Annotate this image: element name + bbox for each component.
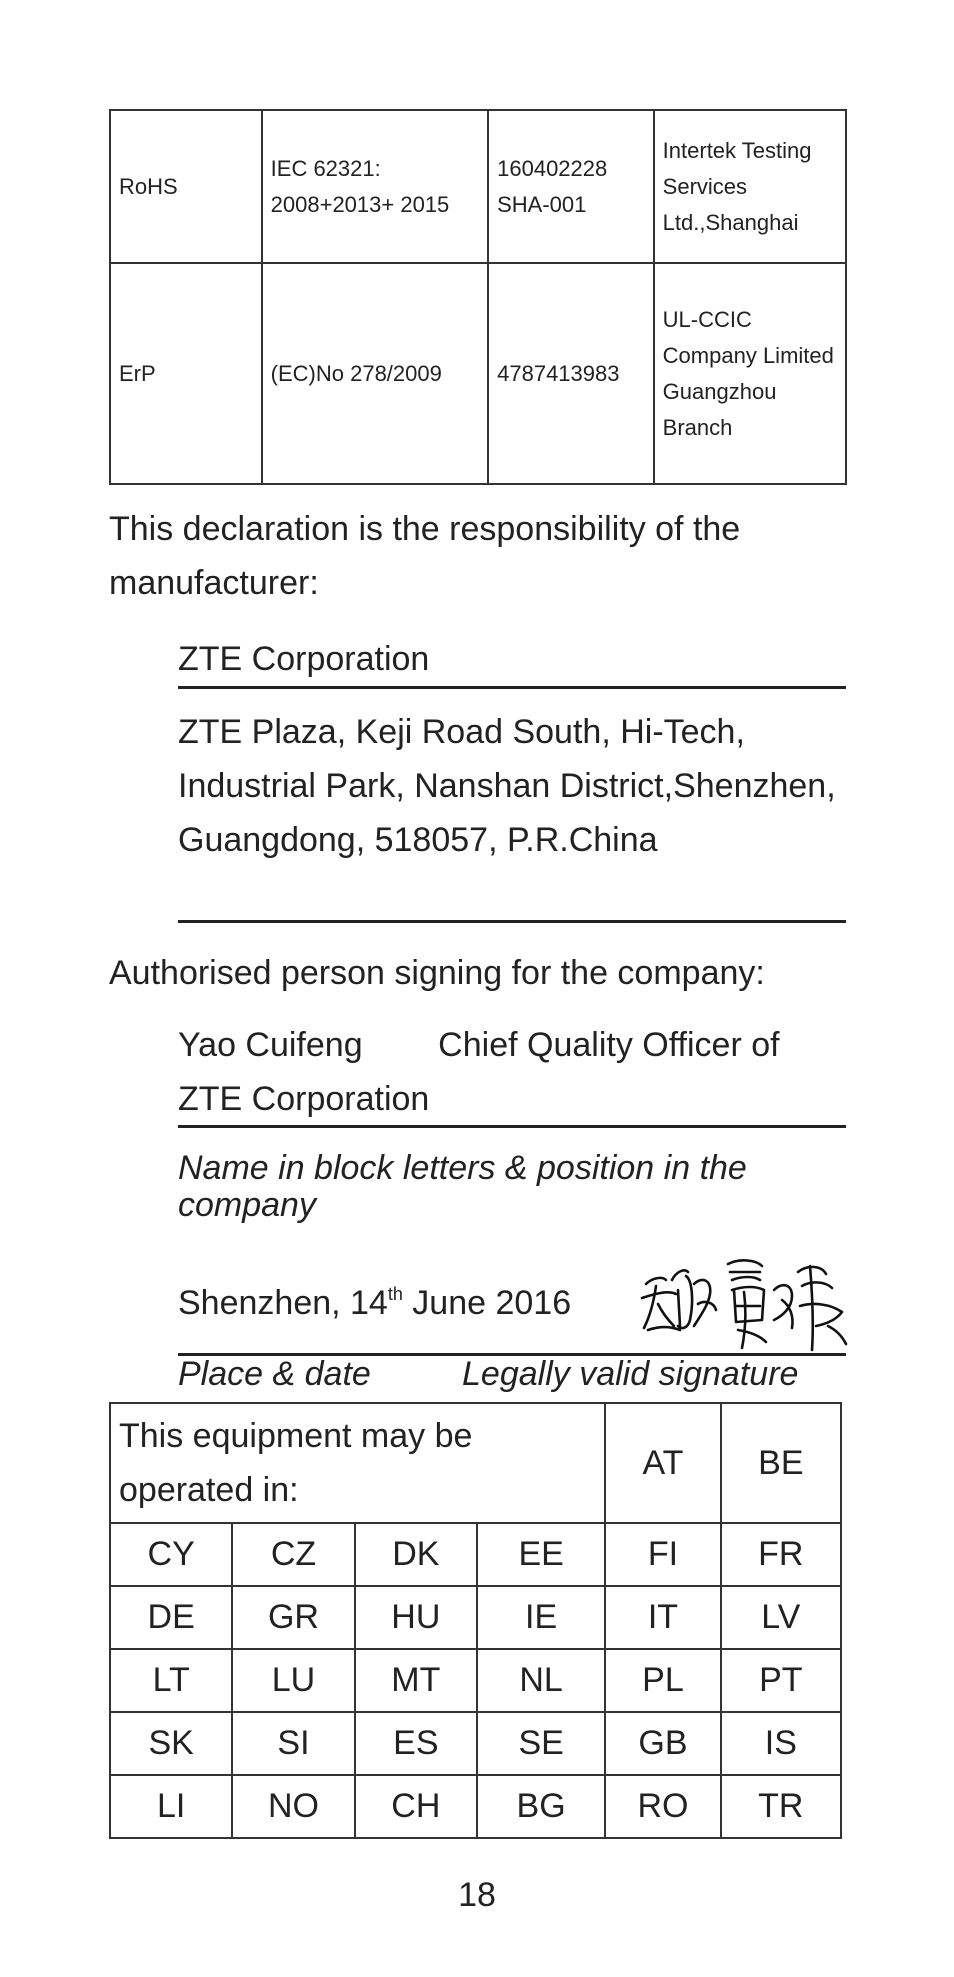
page-number: 18: [458, 1876, 496, 1914]
country-cell: GB: [605, 1712, 720, 1775]
country-cell: TR: [721, 1775, 841, 1838]
country-cell: CZ: [232, 1523, 354, 1586]
standard-cell: IEC 62321: 2008+2013+ 2015: [262, 110, 488, 263]
place-date-suffix: June 2016: [402, 1284, 572, 1322]
country-cell: LT: [110, 1649, 232, 1712]
standard-cell: (EC)No 278/2009: [262, 263, 488, 484]
table-row: [110, 1775, 841, 1838]
divider: [178, 686, 846, 689]
country-cell: CH: [355, 1775, 477, 1838]
country-cell: DK: [355, 1523, 477, 1586]
country-cell: HU: [355, 1586, 477, 1649]
country-cell: SE: [477, 1712, 605, 1775]
directive-cell: ErP: [110, 263, 262, 484]
place-date-ordinal: th: [387, 1283, 403, 1304]
table-row: [110, 1523, 841, 1586]
countries-table: [109, 1402, 842, 1839]
report-number-cell: 4787413983: [488, 263, 654, 484]
country-cell: MT: [355, 1649, 477, 1712]
place-date-caption: Place & date: [178, 1355, 371, 1393]
signer-name-position: Yao Cuifeng Chief Quality Officer of ZTE Corporation: [178, 1026, 790, 1118]
place-date: [178, 1276, 638, 1330]
country-cell: LU: [232, 1649, 354, 1712]
countries-intro: This equipment may be operated in:: [110, 1403, 605, 1523]
table-row: [110, 1649, 841, 1712]
table-row: [110, 1712, 841, 1775]
country-cell: PL: [605, 1649, 720, 1712]
directive-cell: RoHS: [110, 110, 262, 263]
country-cell: SK: [110, 1712, 232, 1775]
country-cell: EE: [477, 1523, 605, 1586]
signer-caption: Name in block letters & position in the company: [178, 1149, 747, 1224]
country-cell: IE: [477, 1586, 605, 1649]
country-cell: IS: [721, 1712, 841, 1775]
test-lab-cell: UL-CCIC Company Limited Guangzhou Branch: [654, 263, 846, 484]
report-number-cell: 160402228 SHA-001: [488, 110, 654, 263]
divider: [178, 920, 846, 923]
table-row: [110, 263, 846, 484]
manufacturer-address: ZTE Plaza, Keji Road South, Hi-Tech, Industrial Park, Nanshan District,Shenzhen, Guangdong, 518057, P.R.China: [178, 713, 836, 859]
country-cell: NL: [477, 1649, 605, 1712]
country-cell: GR: [232, 1586, 354, 1649]
declaration-statement: This declaration is the responsibility of the manufacturer:: [109, 510, 741, 602]
country-cell: ES: [355, 1712, 477, 1775]
certificate-table: [109, 109, 847, 485]
test-lab-cell: Intertek Testing Services Ltd.,Shanghai: [654, 110, 846, 263]
country-cell: BE: [721, 1403, 841, 1523]
country-cell: FI: [605, 1523, 720, 1586]
authorised-heading: Authorised person signing for the company:: [109, 954, 765, 992]
table-row: [110, 1403, 841, 1523]
place-date-prefix: Shenzhen, 14: [178, 1284, 388, 1322]
signature-caption: Legally valid signature: [462, 1355, 799, 1393]
country-cell: DE: [110, 1586, 232, 1649]
country-cell: FR: [721, 1523, 841, 1586]
country-cell: AT: [605, 1403, 720, 1523]
table-row: [110, 110, 846, 263]
country-cell: RO: [605, 1775, 720, 1838]
country-cell: LV: [721, 1586, 841, 1649]
country-cell: SI: [232, 1712, 354, 1775]
country-cell: NO: [232, 1775, 354, 1838]
manufacturer-name: ZTE Corporation: [178, 640, 430, 678]
country-cell: IT: [605, 1586, 720, 1649]
country-cell: LI: [110, 1775, 232, 1838]
country-cell: BG: [477, 1775, 605, 1838]
country-cell: PT: [721, 1649, 841, 1712]
table-row: [110, 1586, 841, 1649]
handwritten-signature: [632, 1250, 850, 1354]
country-cell: CY: [110, 1523, 232, 1586]
divider: [178, 1125, 846, 1128]
